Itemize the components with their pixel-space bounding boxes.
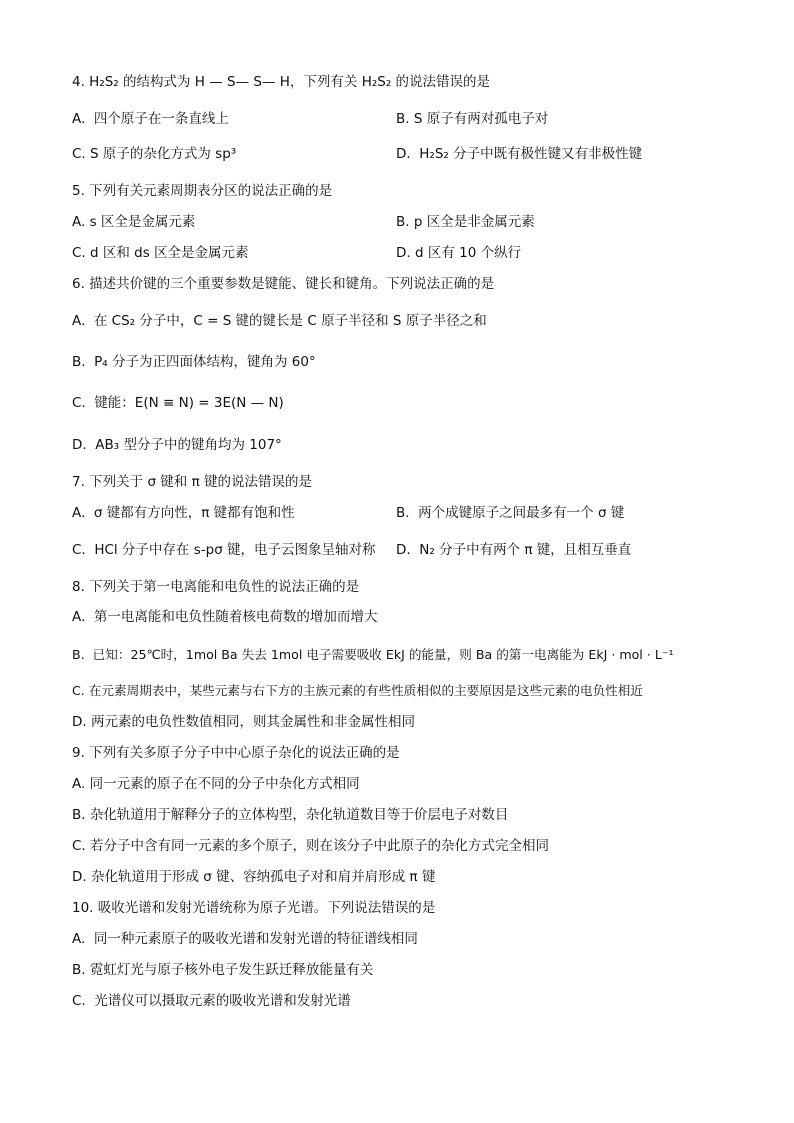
question-7-stem: 7. 下列关于 σ 键和 π 键的说法错误的是 (72, 474, 313, 490)
question-10-option-c: C. 光谱仪可以摄取元素的吸收光谱和发射光谱 (72, 993, 351, 1009)
question-5-option-d: D. d 区有 10 个纵行 (396, 245, 522, 261)
question-5-option-b: B. p 区全是非金属元素 (396, 214, 535, 230)
question-6-option-a: A. 在 CS₂ 分子中，C = S 键的键长是 C 原子半径和 S 原子半径之和 (72, 313, 487, 329)
question-5-option-c: C. d 区和 ds 区全是金属元素 (72, 245, 249, 261)
question-8-option-b: B. 已知：25℃时，1mol Ba 失去 1mol 电子需要吸收 EkJ 的能量，则 Ba 的第一电离能为 EkJ · mol · L⁻¹ (72, 647, 674, 662)
question-9-option-c: C. 若分子中含有同一元素的多个原子，则在该分子中此原子的杂化方式完全相同 (72, 838, 550, 854)
question-9-stem: 9. 下列有关多原子分子中中心原子杂化的说法正确的是 (72, 745, 400, 761)
question-6-stem: 6. 描述共价键的三个重要参数是键能、键长和键角。下列说法正确的是 (72, 276, 495, 292)
question-7-option-a: A. σ 键都有方向性，π 键都有饱和性 (72, 505, 295, 521)
question-5-stem: 5. 下列有关元素周期表分区的说法正确的是 (72, 183, 333, 199)
question-10-option-b: B. 霓虹灯光与原子核外电子发生跃迁释放能量有关 (72, 962, 374, 978)
question-7-option-b: B. 两个成键原子之间最多有一个 σ 键 (396, 505, 625, 521)
question-4-stem: 4. H₂S₂ 的结构式为 H — S— S— H，下列有关 H₂S₂ 的说法错误的是 (72, 74, 491, 90)
question-5-option-a: A. s 区全是金属元素 (72, 214, 196, 230)
question-10-stem: 10. 吸收光谱和发射光谱统称为原子光谱。下列说法错误的是 (72, 900, 436, 916)
question-6-option-d: D. AB₃ 型分子中的键角均为 107° (72, 437, 282, 453)
question-7-option-d: D. N₂ 分子中有两个 π 键，且相互垂直 (396, 542, 632, 558)
question-8-stem: 8. 下列关于第一电离能和电负性的说法正确的是 (72, 579, 360, 595)
question-4-option-d: D. H₂S₂ 分子中既有极性键又有非极性键 (396, 146, 643, 162)
question-4-option-c: C. S 原子的杂化方式为 sp³ (72, 146, 237, 162)
question-10-option-a: A. 同一种元素原子的吸收光谱和发射光谱的特征谱线相同 (72, 931, 418, 947)
question-8-option-c: C. 在元素周期表中，某些元素与右下方的主族元素的有些性质相似的主要原因是这些元素的电负性相近 (72, 683, 643, 698)
question-4-option-b: B. S 原子有两对孤电子对 (396, 111, 549, 127)
question-9-option-a: A. 同一元素的原子在不同的分子中杂化方式相同 (72, 776, 360, 792)
question-7-option-c: C. HCl 分子中存在 s-pσ 键，电子云图象呈轴对称 (72, 542, 376, 558)
question-9-option-d: D. 杂化轨道用于形成 σ 键、容纳孤电子对和肩并肩形成 π 键 (72, 869, 436, 885)
question-6-option-b: B. P₄ 分子为正四面体结构，键角为 60° (72, 354, 316, 370)
question-4-option-a: A. 四个原子在一条直线上 (72, 111, 229, 127)
question-8-option-d: D. 两元素的电负性数值相同，则其金属性和非金属性相同 (72, 714, 415, 730)
question-6-option-c: C. 键能：E(N ≡ N) = 3E(N — N) (72, 395, 284, 411)
question-8-option-a: A. 第一电离能和电负性随着核电荷数的增加而增大 (72, 609, 378, 625)
question-9-option-b: B. 杂化轨道用于解释分子的立体构型，杂化轨道数目等于价层电子对数目 (72, 807, 509, 823)
